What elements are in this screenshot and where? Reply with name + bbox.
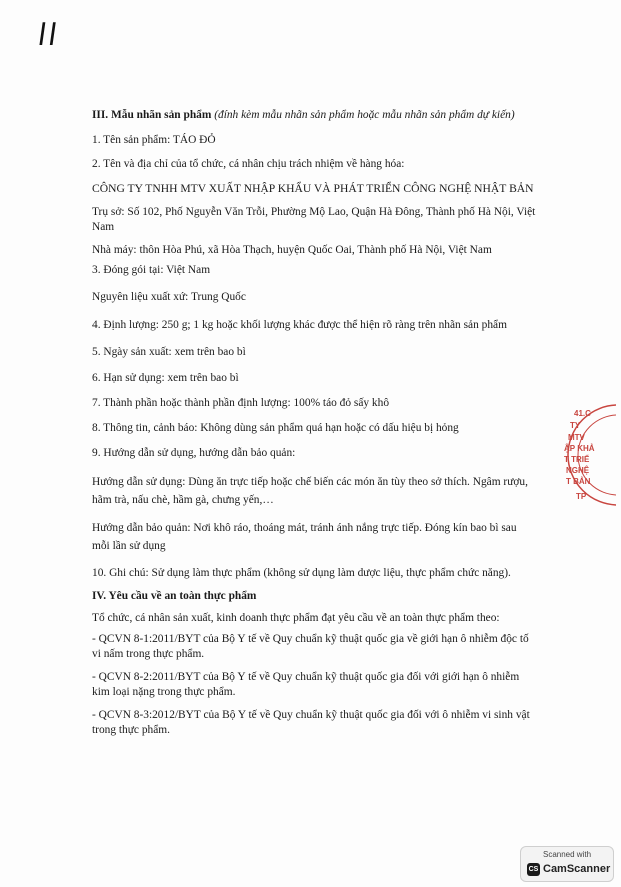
item-10-note: 10. Ghi chú: Sử dụng làm thực phẩm (không sử dụng làm dược liệu, thực phẩm chức năng). bbox=[92, 567, 511, 579]
section-3-note: (đính kèm mẫu nhãn sản phẩm hoặc mẫu nhãn sản phẩm dự kiến) bbox=[214, 109, 515, 121]
usage-instructions: Hướng dẫn sử dụng: Dùng ăn trực tiếp hoặc chế biến các món ăn tùy theo sở thích. Ngâm rượu, hãm trà, nấu chè, hầm gà, chưng yến,… bbox=[92, 476, 528, 506]
material-origin: Nguyên liệu xuất xứ: Trung Quốc bbox=[92, 291, 246, 303]
storage-instructions: Hướng dẫn bảo quản: Nơi khô ráo, thoáng mát, tránh ánh nắng trực tiếp. Đóng kín bao bì sau mỗi lần sử dụng bbox=[92, 522, 517, 552]
camscanner-watermark bbox=[520, 846, 614, 882]
factory-address: Nhà máy: thôn Hòa Phú, xã Hòa Thạch, huyện Quốc Oai, Thành phố Hà Nội, Việt Nam bbox=[92, 244, 492, 256]
regulation-item-2: - QCVN 8-2:2011/BYT của Bộ Y tế về Quy chuẩn kỹ thuật quốc gia đối với giới hạn ô nhiễm kim loại nặng trong thực phẩm. bbox=[92, 671, 520, 698]
section-3-title: III. Mẫu nhãn sản phẩm bbox=[92, 109, 212, 121]
stamp-text-1: 41.C bbox=[574, 409, 591, 418]
item-2-responsible-party: 2. Tên và địa chỉ của tổ chức, cá nhân chịu trách nhiệm về hàng hóa: bbox=[92, 158, 405, 170]
item-5-production-date: 5. Ngày sản xuất: xem trên bao bì bbox=[92, 346, 246, 358]
section-4-intro: Tổ chức, cá nhân sản xuất, kinh doanh thực phẩm đạt yêu cầu về an toàn thực phẩm theo: bbox=[92, 612, 500, 624]
item-3-packed-in: 3. Đóng gói tại: Việt Nam bbox=[92, 264, 211, 276]
item-7-ingredients: 7. Thành phần hoặc thành phần định lượng: 100% táo đỏ sấy khô bbox=[92, 397, 390, 409]
stamp-text-2: TY bbox=[570, 421, 581, 430]
stamp-text-6: NGHỆ bbox=[566, 466, 590, 475]
stamp-text-3: MTV bbox=[568, 433, 585, 442]
company-name: CÔNG TY TNHH MTV XUẤT NHẬP KHẨU VÀ PHÁT TRIỂN CÔNG NGHỆ NHẬT BẢN bbox=[92, 182, 534, 195]
camscanner-name: CamScanner bbox=[543, 863, 611, 875]
headquarters-address: Trụ sở: Số 102, Phố Nguyễn Văn Trỗi, Phường Mộ Lao, Quận Hà Đông, Thành phố Hà Nội, Việt Nam bbox=[92, 206, 536, 233]
item-9-instructions: 9. Hướng dẫn sử dụng, hướng dẫn bảo quản: bbox=[92, 447, 296, 459]
section-4-title: IV. Yêu cầu về an toàn thực phẩm bbox=[92, 590, 257, 602]
company-stamp bbox=[556, 400, 616, 510]
camscanner-logo-icon: CS bbox=[527, 863, 540, 876]
section-3-heading bbox=[92, 108, 515, 123]
scanned-with-label: Scanned with bbox=[542, 850, 592, 859]
handwritten-mark: ll bbox=[35, 18, 62, 53]
stamp-text-4: ẬP KHẢ bbox=[564, 444, 595, 453]
item-8-warning: 8. Thông tin, cảnh báo: Không dùng sản phẩm quá hạn hoặc có dấu hiệu bị hỏng bbox=[92, 422, 459, 434]
stamp-text-5: T TRIỂ bbox=[564, 455, 590, 464]
regulation-item-3: - QCVN 8-3:2012/BYT của Bộ Y tế về Quy chuẩn kỹ thuật quốc gia đối với ô nhiễm vi sinh vật trong thực phẩm. bbox=[92, 709, 530, 736]
item-4-quantity: 4. Định lượng: 250 g; 1 kg hoặc khối lượng khác được thể hiện rõ ràng trên nhãn sản phẩm bbox=[92, 319, 507, 331]
stamp-text-8: TP bbox=[576, 492, 587, 501]
stamp-text-7: T BẢN bbox=[566, 477, 591, 486]
item-6-expiry-date: 6. Hạn sử dụng: xem trên bao bì bbox=[92, 372, 239, 384]
regulation-item-1: - QCVN 8-1:2011/BYT của Bộ Y tế về Quy chuẩn kỹ thuật quốc gia về giới hạn ô nhiễm độc tố vi nấm trong thực phẩm. bbox=[92, 633, 529, 660]
item-1-product-name: 1. Tên sản phẩm: TÁO ĐỎ bbox=[92, 134, 216, 146]
